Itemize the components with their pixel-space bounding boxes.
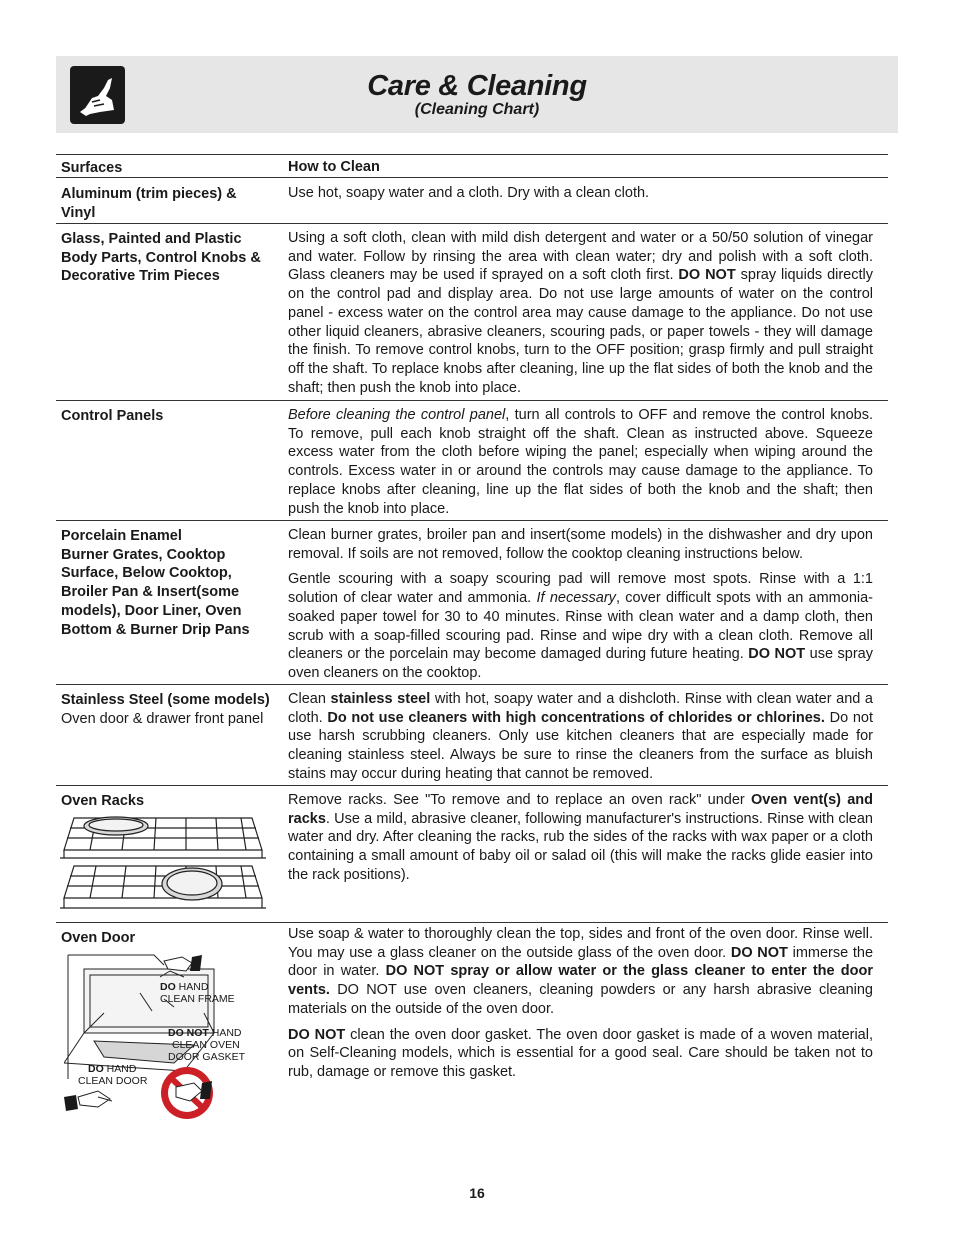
warning-text: DO NOT (748, 646, 806, 663)
surface-list: Oven door & drawer front panel (61, 710, 264, 727)
text-segment: , turn all controls to OFF and remove the control knobs. To remove, pull each knob straight off the shaft. Clean as instructed above. Squeeze excess water from the cloth before wiping the panel; especially when wiping around the controls. Excess water in or around the controls may cause damage to the appliance. To replace knobs after cleaning, line up the flat sides of both the knob and the shaft; then push the knob into place. (288, 407, 873, 517)
callout-do: DO (160, 981, 176, 993)
how-to-clean-cell (288, 690, 873, 784)
surface-cell: Oven Racks (61, 793, 145, 809)
callout-text: CLEAN DOOR (78, 1075, 148, 1087)
warning-text: Do not use cleaners with high concentrations of chlorides or chlorines. (327, 709, 825, 726)
warning-text: DO NOT (730, 944, 788, 961)
surface-heading: Stainless Steel (some models) (61, 692, 270, 708)
text-segment: Clean (288, 691, 326, 707)
callout-do-not: DO NOT (168, 1027, 209, 1039)
callout-text: CLEAN FRAME (160, 993, 235, 1005)
warning-text: DO NOT spray or allow water or the glass cleaner to enter the door vents. (288, 963, 874, 999)
surface-list: Burner Grates, Cooktop Surface, Below Cooktop, Broiler Pan & Insert(some models), Door Liner, Oven Bottom & Burner Drip Pans (61, 546, 250, 638)
how-to-clean-cell (288, 791, 873, 885)
table-header-row (56, 154, 888, 177)
text-segment: stainless steel (330, 691, 431, 707)
text-segment: Before cleaning the control panel (288, 407, 506, 423)
table-row (56, 400, 888, 520)
surface-cell (61, 527, 271, 639)
how-to-clean-cell (288, 925, 873, 1089)
warning-text: DO NOT (678, 267, 736, 284)
table-row (56, 922, 888, 1143)
paragraph (288, 925, 873, 1019)
page-number: 16 (469, 1185, 485, 1201)
how-to-clean-cell (288, 229, 873, 397)
paragraph: Clean burner grates, broiler pan and insert(some models) in the dishwasher and dry upon removal. If soils are not removed, follow the cooktop cleaning instructions below. (288, 527, 873, 562)
page-title: Care & Cleaning (367, 70, 587, 102)
table-row (56, 223, 888, 400)
surface-cell (61, 691, 271, 728)
text-segment: If necessary (536, 590, 616, 607)
how-to-clean-cell: Use hot, soapy water and a cloth. Dry with a clean cloth. (288, 185, 650, 201)
text-segment: use spray oven cleaners on the cooktop. (288, 646, 873, 681)
how-to-clean-cell (288, 526, 873, 690)
surface-cell: Oven Door (61, 930, 136, 946)
text-segment: Oven vent(s) and racks (288, 792, 874, 827)
column-header-surfaces: Surfaces (61, 160, 123, 176)
paragraph (288, 1026, 873, 1082)
how-to-clean-cell (288, 406, 873, 518)
text-segment: Use soap & water to thoroughly clean the top, sides and front of the oven door. Rinse well. You may use a glass cleaner on the outside glass of the oven door. (288, 926, 873, 961)
page-subtitle: (Cleaning Chart) (414, 101, 540, 118)
surface-cell: Glass, Painted and Plastic Body Parts, Control Knobs & Decorative Trim Pieces (61, 231, 261, 285)
callout-text: HAND (178, 981, 209, 993)
surface-cell: Aluminum (trim pieces) & Vinyl (61, 186, 237, 221)
paragraph (288, 570, 873, 682)
callout-do-hand-clean-door (78, 1063, 147, 1087)
callout-text: DOOR GASKET (168, 1051, 246, 1063)
column-header-how-to-clean: How to Clean (288, 159, 380, 175)
callout-do-hand-clean-frame (160, 981, 235, 1005)
text-segment: clean the oven door gasket. The oven door gasket is made of a woven material, on Self-Cleaning models, which is essential for a good seal. Care should be taken not to rub, damage or remove this gasket. (288, 1026, 873, 1080)
text-segment: spray liquids directly on the control pad and display area. Do not use large amounts of water on the control panel - excess water on the control area may cause damage to the appliance. Do not use other liquid cleaners, abrasive cleaners, scouring pads, or paper towels - they will damage the finish. To remove control knobs, turn to the OFF position; grasp firmly and pull straight off the shaft. To replace knobs after cleaning, line up the flat sides of both the knob and the shaft; then push the knob into place. (288, 267, 873, 396)
callout-text: CLEAN OVEN (172, 1039, 240, 1051)
oven-racks-illustration (56, 812, 266, 919)
text-segment: with hot, soapy water and a dishcloth. Rinse with clean water and a cloth. (288, 691, 873, 726)
callout-text: HAND (211, 1027, 242, 1039)
text-segment: Using a soft cloth, clean with mild dish detergent and water or a 50/50 solution of vinegar and water. Follow by rinsing the area with clean water; dry and polish with a soft cloth. Glass cleaners may be used if sprayed on a soft cloth first. (288, 230, 873, 284)
callout-do: DO (88, 1063, 104, 1075)
text-segment: , cover difficult spots with an ammonia-soaked paper towel for 30 to 40 minutes. Rinse with clean water and a damp cloth, then scrub with a soap-filled scouring pad. Rinse and wipe dry with a clean cloth. Remove all cleaners or the porcelain may become damaged during future heating. (288, 590, 874, 663)
text-segment: Remove racks. See "To remove and to replace an oven rack" under (288, 792, 745, 808)
callout-do-not-hand-clean-gasket (168, 1027, 245, 1063)
callout-text: HAND (106, 1063, 137, 1075)
table-row (56, 684, 888, 785)
table-row (56, 785, 888, 922)
table-row (56, 520, 888, 684)
text-segment: Do not use harsh scrubbing cleaners. Only use kitchen cleaners that are especially made for cleaning stainless steel. Always be sure to rinse the cleaners from the surface as bluish stains may occur during heating that cannot be removed. (288, 709, 873, 782)
warning-text: DO NOT (288, 1026, 346, 1043)
surface-cell: Control Panels (61, 408, 164, 424)
text-segment: . Use a mild, abrasive cleaner, following manufacturer's instructions. Rinse with clean water and dry. After cleaning the racks, rub the sides of the racks with wax paper or a cloth containing a small amount of baby oil or salad oil (this will make the racks glide easier into the rack positions). (288, 810, 873, 883)
text-segment: Gentle scouring with a soapy scouring pad will remove most spots. Rinse with a 1:1 solution of clear water and ammonia. (288, 571, 873, 607)
surface-heading: Porcelain Enamel (61, 528, 182, 544)
text-segment: immerse the door in water. (288, 944, 874, 980)
table-row (56, 177, 888, 223)
cleaning-chart-table (56, 154, 888, 1143)
text-segment: DO NOT use oven cleaners, cleaning powders or any harsh abrasive cleaning materials on the outside of the oven door. (288, 982, 874, 1017)
